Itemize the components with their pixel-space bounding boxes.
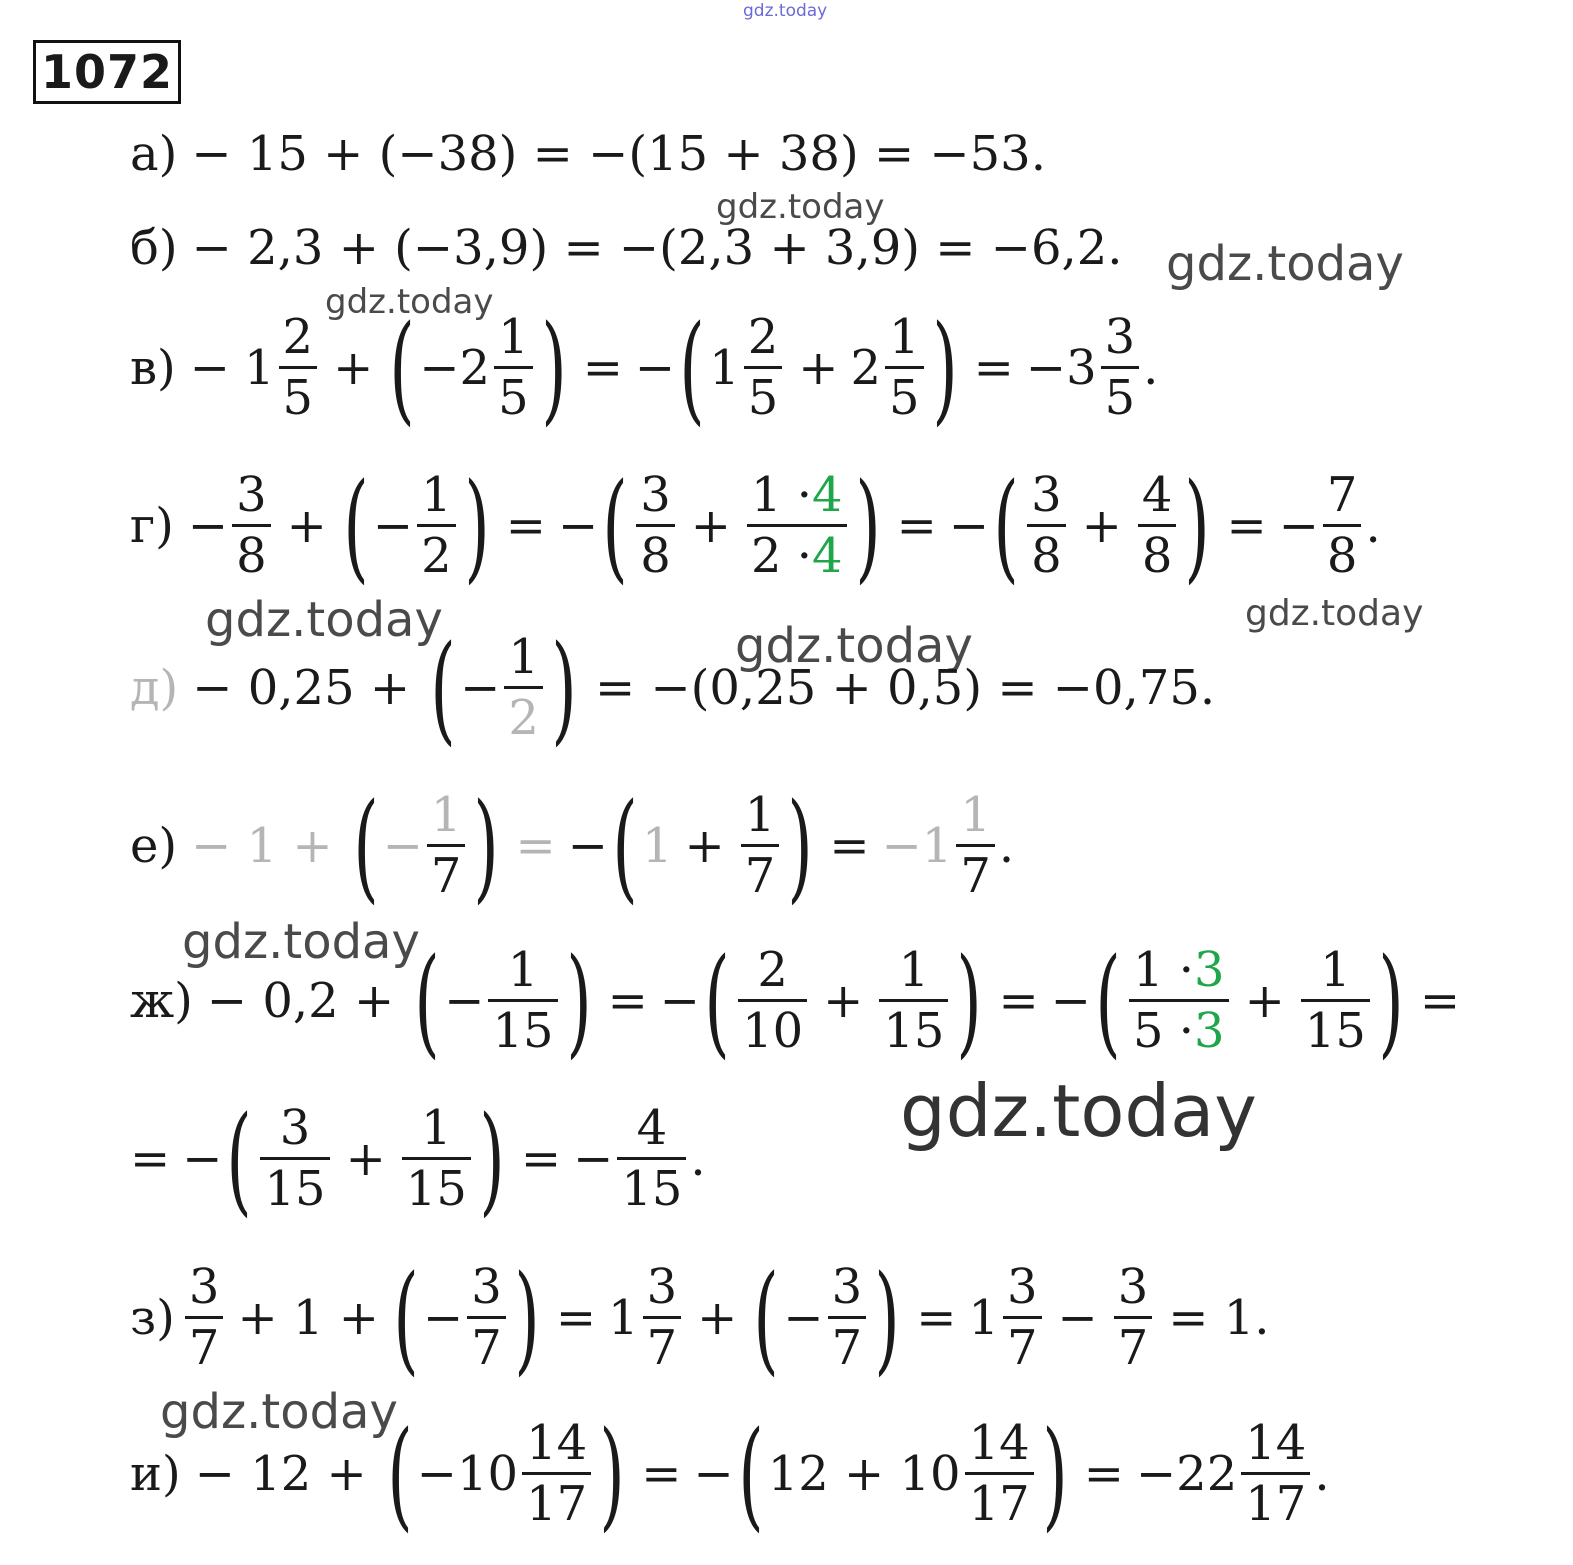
plus: + xyxy=(1081,497,1122,554)
equals: = xyxy=(520,1130,562,1187)
whole: −10 xyxy=(416,1445,519,1502)
expression: + 1 + xyxy=(237,1289,379,1346)
expression: − 0,25 + xyxy=(192,659,411,716)
equals: = xyxy=(829,817,870,874)
watermark: gdz.today xyxy=(182,914,420,970)
expression: − 0,2 + xyxy=(206,972,395,1029)
paren-close: ) xyxy=(514,1248,540,1387)
period: . xyxy=(998,817,1015,874)
watermark: gdz.today xyxy=(1166,236,1404,292)
paren-close: ) xyxy=(1378,931,1404,1070)
plus: + xyxy=(286,497,327,554)
expression: 12 + 10 xyxy=(767,1445,961,1502)
label: е) xyxy=(130,817,178,874)
whole: 1 xyxy=(641,817,673,874)
task-number: 1072 xyxy=(33,40,181,104)
line-a xyxy=(130,126,1046,182)
paren-close: ) xyxy=(464,456,490,595)
paren-open: ( xyxy=(387,1404,413,1543)
equals: = xyxy=(973,339,1014,396)
paren-open: ( xyxy=(993,456,1019,595)
fraction: $\frac{1}{2}$ xyxy=(504,632,543,744)
period: . xyxy=(1143,339,1159,396)
fraction: $\frac{3}{7}$ xyxy=(828,1262,867,1374)
paren-open: ( xyxy=(343,456,369,595)
paren-open: ( xyxy=(414,931,440,1070)
equals: = xyxy=(582,339,623,396)
fraction: $\frac{1}{7}$ xyxy=(956,790,995,902)
watermark: gdz.today xyxy=(160,1384,398,1440)
expression: − 2,3 + (−3,9) = −(2,3 + 3,9) = −6,2. xyxy=(191,220,1123,276)
minus: − xyxy=(423,1289,464,1346)
fraction: $\frac{3}{7}$ xyxy=(185,1262,224,1374)
minus: − xyxy=(567,817,608,874)
paren-close: ) xyxy=(874,1248,900,1387)
whole: 2 xyxy=(850,339,882,396)
whole: 1 xyxy=(709,339,740,396)
fraction: $\frac{2}{5}$ xyxy=(279,312,318,424)
watermark: gdz.today xyxy=(1245,593,1424,634)
minus: − xyxy=(444,972,485,1029)
plus: + xyxy=(690,497,731,554)
plus: + xyxy=(333,339,374,396)
line-b xyxy=(130,220,1123,276)
equals: = xyxy=(1226,497,1267,554)
paren-close: ) xyxy=(854,456,881,595)
fraction: $\frac{14}{17}$ xyxy=(965,1418,1034,1530)
paren-open: ( xyxy=(1095,931,1121,1070)
paren-close: ) xyxy=(1042,1404,1068,1543)
whole: 1 xyxy=(243,339,275,396)
paren-open: ( xyxy=(738,1404,764,1543)
label: б) xyxy=(130,220,178,276)
paren-open: ( xyxy=(602,456,628,595)
fraction: $\frac{4}{15}$ xyxy=(617,1103,686,1215)
minus: − xyxy=(573,1130,614,1187)
watermark: gdz.today xyxy=(205,592,443,648)
fraction: $\frac{3}{5}$ xyxy=(1101,312,1140,424)
watermark: gdz.today xyxy=(716,187,885,227)
plus: + xyxy=(1244,972,1285,1029)
paren-close: ) xyxy=(1184,456,1211,595)
label: д) xyxy=(130,659,179,716)
equals: = xyxy=(916,1289,957,1346)
paren-close: ) xyxy=(956,931,983,1070)
fraction: $\frac{3}{8}$ xyxy=(1027,470,1066,582)
line-zh-continued xyxy=(130,1089,706,1228)
fraction: $\frac{14}{17}$ xyxy=(522,1418,591,1530)
minus: − xyxy=(1278,497,1319,554)
equals: = xyxy=(1419,972,1461,1029)
minus: − xyxy=(182,1130,223,1187)
minus: − xyxy=(187,497,229,554)
equals: = xyxy=(1083,1445,1124,1502)
minus: − xyxy=(557,497,599,554)
fraction: $\frac{1 \cdot 4}{2 \cdot 4}$ xyxy=(747,470,847,582)
minus: − xyxy=(1050,972,1091,1029)
fraction: $\frac{3}{7}$ xyxy=(467,1262,506,1374)
plus: + xyxy=(684,817,725,874)
watermark: gdz.today xyxy=(735,618,973,674)
paren-close: ) xyxy=(551,618,577,757)
plus: + xyxy=(798,339,839,396)
line-g xyxy=(130,456,1381,595)
minus: − xyxy=(659,972,701,1029)
line-e xyxy=(130,776,1015,915)
label: ж) xyxy=(130,972,193,1029)
equals: = xyxy=(515,817,556,874)
fraction: $\frac{1 \cdot 3}{5 \cdot 3}$ xyxy=(1129,945,1229,1057)
fraction: $\frac{3}{7}$ xyxy=(643,1262,682,1374)
result-whole: −22 xyxy=(1135,1445,1238,1502)
watermark: gdz.today xyxy=(325,282,494,322)
fraction: $\frac{2}{10}$ xyxy=(738,945,807,1057)
fraction: $\frac{3}{15}$ xyxy=(260,1103,329,1215)
expression: = −(0,25 + 0,5) = −0,75. xyxy=(594,659,1216,716)
minus: − xyxy=(693,1445,734,1502)
fraction: $\frac{1}{2}$ xyxy=(417,470,456,582)
label: з) xyxy=(130,1289,175,1346)
paren-open: ( xyxy=(353,776,379,915)
fraction: $\frac{4}{8}$ xyxy=(1138,470,1177,582)
fraction: $\frac{2}{5}$ xyxy=(744,312,783,424)
paren-close: ) xyxy=(541,298,567,437)
fraction: $\frac{1}{7}$ xyxy=(741,790,780,902)
equals: = xyxy=(896,497,937,554)
whole: 1 xyxy=(608,1289,639,1346)
expression: − 1 + xyxy=(191,817,333,874)
fraction: $\frac{1}{15}$ xyxy=(1301,945,1370,1057)
period: . xyxy=(1314,1445,1330,1502)
minus: − xyxy=(189,339,230,396)
paren-close: ) xyxy=(565,931,592,1070)
paren-open: ( xyxy=(704,931,730,1070)
equals: = xyxy=(607,972,648,1029)
expression: − 15 + (−38) = −(15 + 38) = −53. xyxy=(191,126,1046,182)
paren-close: ) xyxy=(787,776,813,915)
paren-close: ) xyxy=(931,298,958,437)
whole: 1 xyxy=(968,1289,999,1346)
equals: = xyxy=(555,1289,597,1346)
label: а) xyxy=(130,126,178,182)
expression: − 12 + xyxy=(194,1445,367,1502)
plus: + xyxy=(345,1130,386,1187)
paren-open: ( xyxy=(393,1248,419,1387)
minus: − xyxy=(948,497,990,554)
fraction: $\frac{3}{7}$ xyxy=(1114,1262,1153,1374)
paren-open: ( xyxy=(226,1089,253,1228)
minus: − xyxy=(382,817,423,874)
fraction: $\frac{1}{15}$ xyxy=(879,945,948,1057)
inner: −2 xyxy=(419,339,491,396)
minus: − xyxy=(634,339,676,396)
period: . xyxy=(1365,497,1381,554)
paren-open: ( xyxy=(430,618,456,757)
equals: = xyxy=(505,497,546,554)
fraction: $\frac{3}{8}$ xyxy=(636,470,675,582)
label: г) xyxy=(130,497,174,554)
fraction: $\frac{1}{7}$ xyxy=(427,790,466,902)
plus: + xyxy=(823,972,864,1029)
fraction: $\frac{1}{15}$ xyxy=(488,945,557,1057)
result-whole: −3 xyxy=(1025,339,1097,396)
fraction: $\frac{3}{7}$ xyxy=(1003,1262,1042,1374)
minus: − xyxy=(460,659,501,716)
fraction: $\frac{3}{8}$ xyxy=(232,470,271,582)
expression: = 1. xyxy=(1168,1289,1270,1346)
minus: − xyxy=(1057,1289,1098,1346)
watermark: gdz.today xyxy=(900,1069,1257,1153)
paren-open: ( xyxy=(753,1248,780,1387)
fraction: $\frac{14}{17}$ xyxy=(1241,1418,1310,1530)
equals: = xyxy=(641,1445,682,1502)
paren-close: ) xyxy=(479,1089,505,1228)
plus: + xyxy=(697,1289,738,1346)
paren-open: ( xyxy=(612,776,638,915)
paren-close: ) xyxy=(599,1404,625,1543)
result-whole: −1 xyxy=(881,817,953,874)
minus: − xyxy=(783,1289,824,1346)
period: . xyxy=(690,1130,706,1187)
watermark: gdz.today xyxy=(743,1,828,21)
paren-open: ( xyxy=(389,298,415,437)
equals: = xyxy=(130,1130,171,1187)
paren-open: ( xyxy=(679,298,705,437)
label: в) xyxy=(130,339,176,396)
paren-close: ) xyxy=(473,776,500,915)
label: и) xyxy=(130,1445,181,1502)
line-z xyxy=(130,1248,1270,1387)
equals: = xyxy=(998,972,1039,1029)
minus: − xyxy=(372,497,414,554)
fraction: $\frac{1}{5}$ xyxy=(494,312,533,424)
fraction: $\frac{7}{8}$ xyxy=(1323,470,1362,582)
fraction: $\frac{1}{15}$ xyxy=(402,1103,471,1215)
fraction: $\frac{1}{5}$ xyxy=(885,312,924,424)
